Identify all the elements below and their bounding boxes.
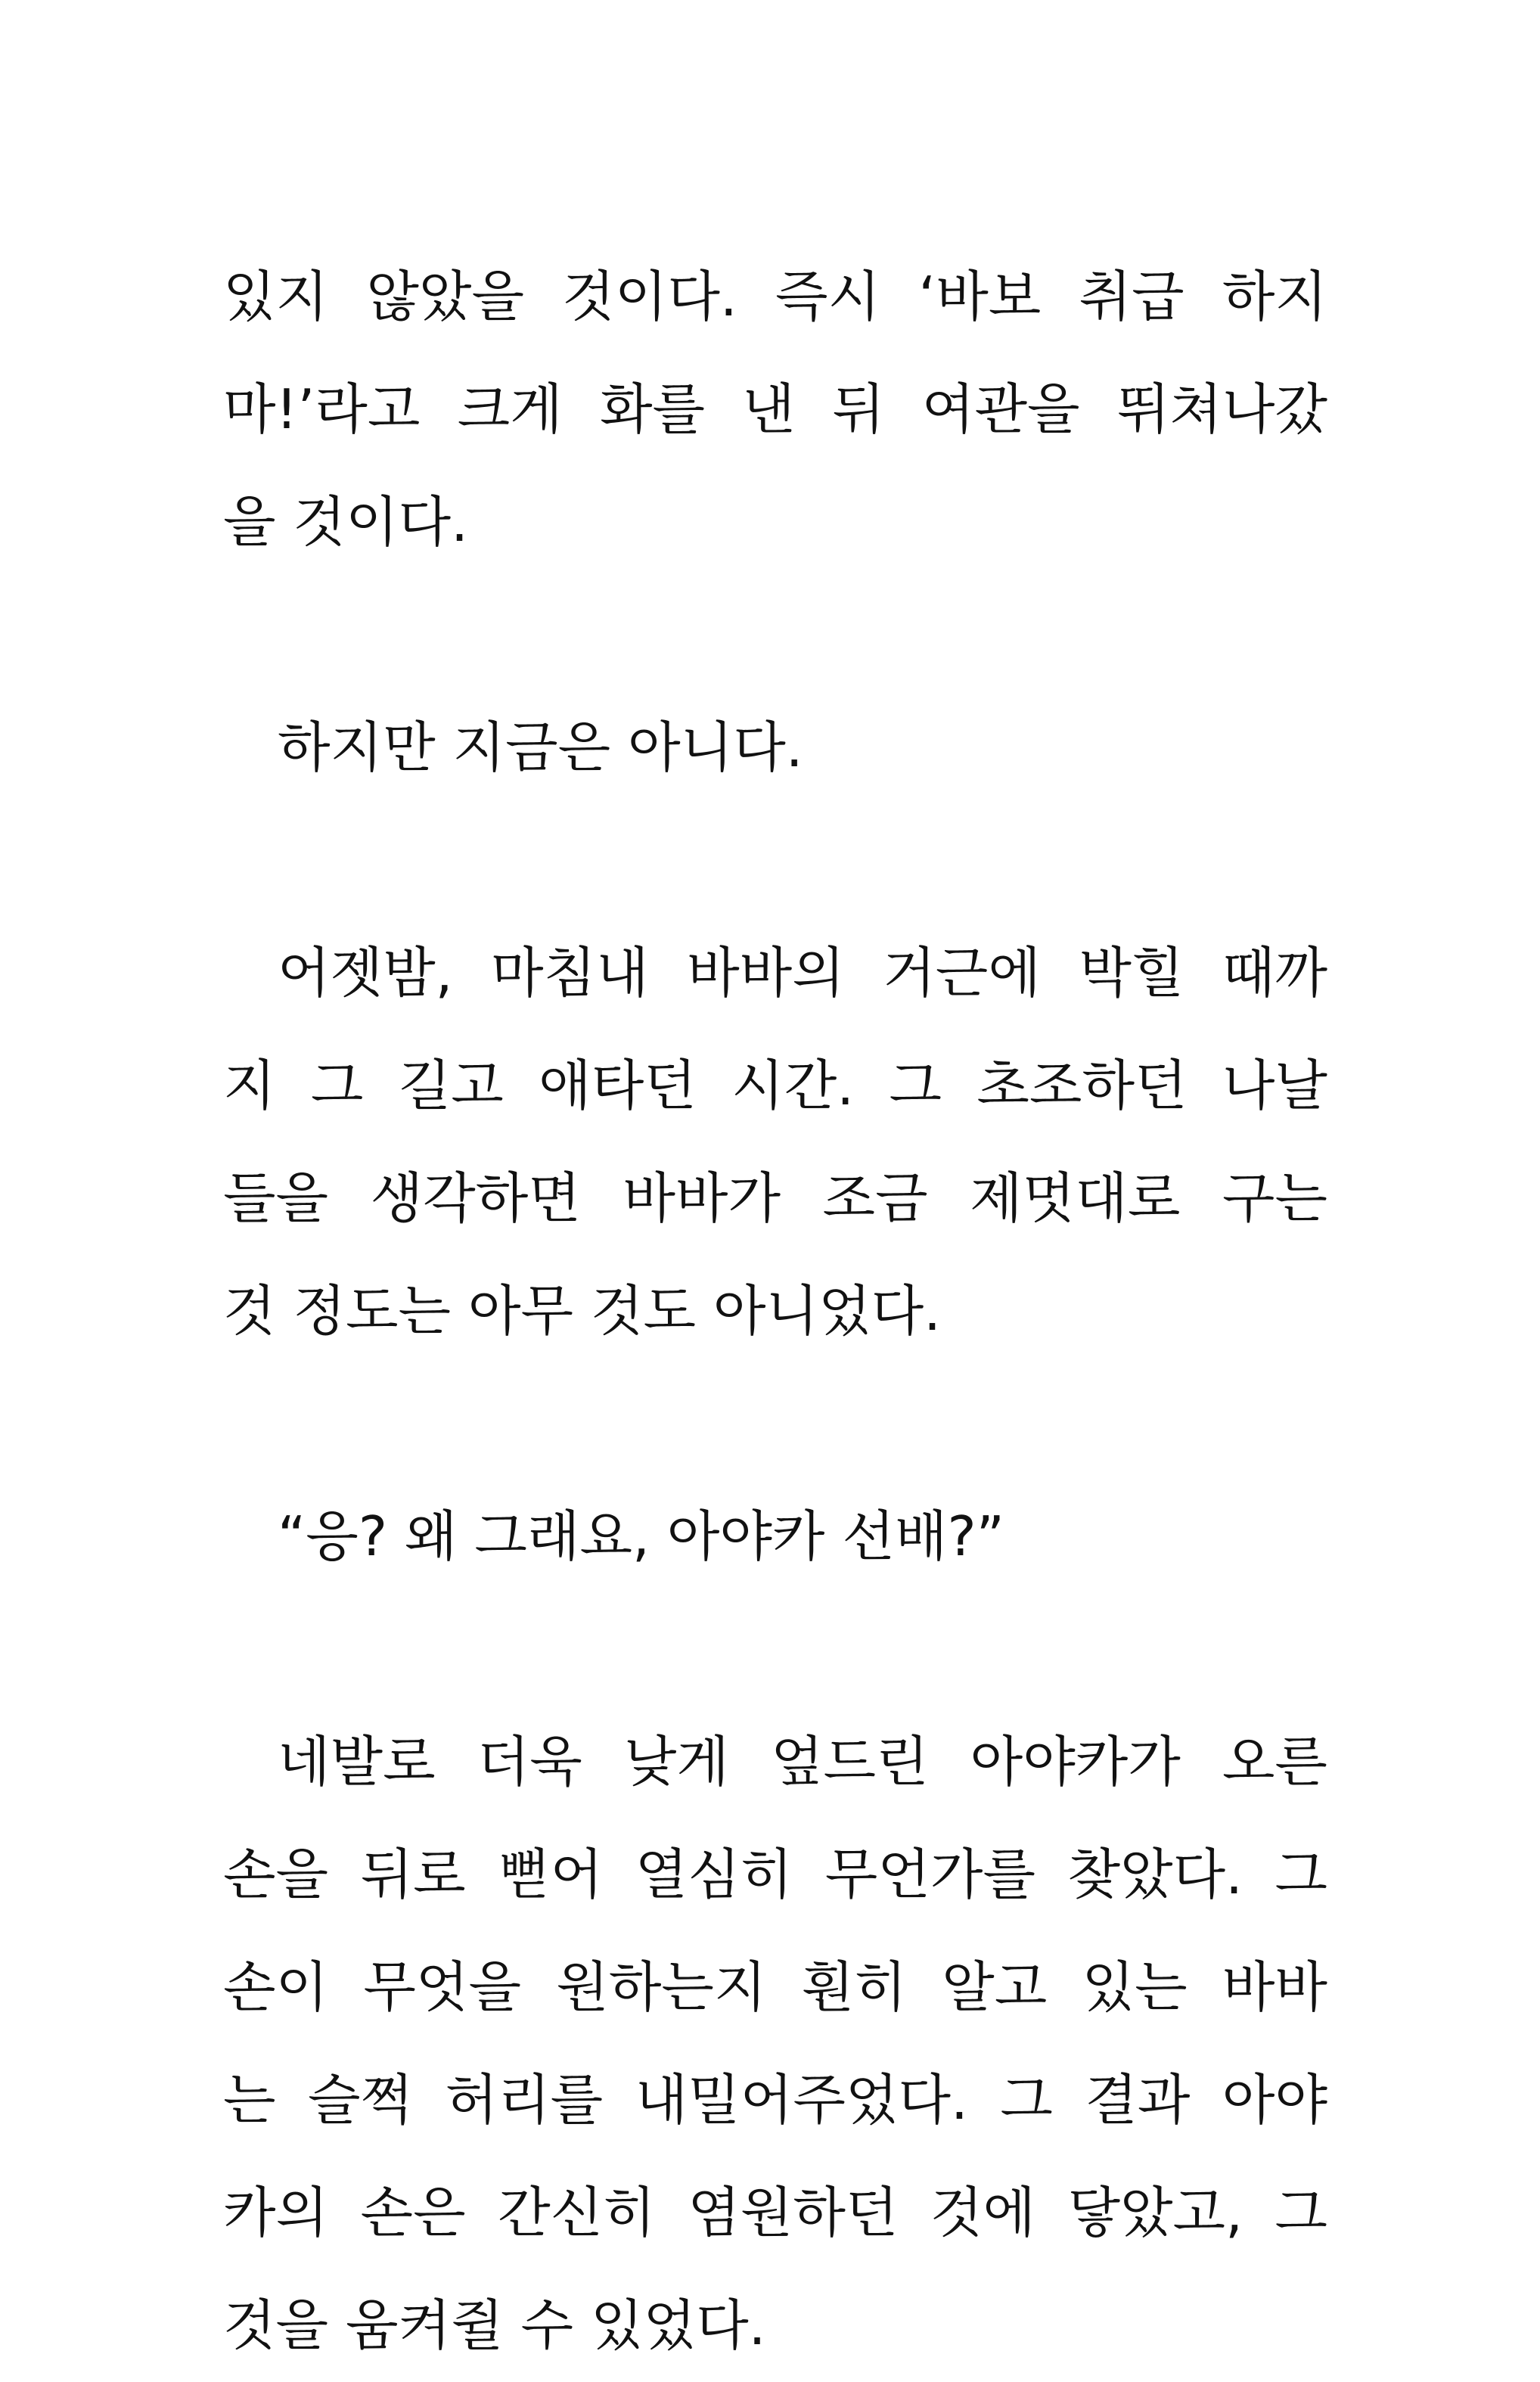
- paragraph-gap: [223, 804, 1327, 917]
- paragraph-gap: [223, 1593, 1327, 1706]
- text-line: 어젯밤, 마침내 바바의 거근에 박힐 때까: [278, 941, 1327, 1005]
- text-line: 카의 손은 간신히 염원하던 것에 닿았고, 그: [223, 2181, 1327, 2244]
- paragraph: [223, 1706, 1327, 2382]
- paragraph: [223, 691, 1327, 804]
- text-line: 손을 뒤로 뻗어 열심히 무언가를 찾았다. 그: [223, 1843, 1327, 1906]
- text-line: 을 것이다.: [223, 490, 468, 554]
- paragraph-gap: [223, 579, 1327, 691]
- text-line: 는 슬쩍 허리를 내밀어주었다. 그 결과 아야: [223, 2068, 1327, 2132]
- paragraph: [223, 917, 1327, 1368]
- text-line: 네발로 더욱 낮게 엎드린 아야카가 오른: [278, 1730, 1327, 1793]
- paragraph: [223, 1480, 1327, 1593]
- text-line: 들을 생각하면 바바가 조금 제멋대로 구는: [223, 1166, 1327, 1230]
- text-line: 것 정도는 아무 것도 아니었다.: [223, 1279, 942, 1343]
- text-line: 마!’라고 크게 화를 낸 뒤 여관을 뛰쳐나갔: [223, 377, 1327, 441]
- text-line: 지 그 길고 애타던 시간. 그 초조하던 나날: [223, 1054, 1327, 1117]
- paragraph: [223, 241, 1327, 579]
- paragraph-gap: [223, 1368, 1327, 1480]
- body-text: [223, 241, 1327, 2382]
- text-line: 있지 않았을 것이다. 즉시 ‘바보 취급 하지: [223, 265, 1327, 328]
- text-line: 손이 무엇을 원하는지 훤히 알고 있는 바바: [223, 1955, 1327, 2019]
- text-line: 하지만 지금은 아니다.: [278, 716, 803, 779]
- dialogue-line: “응? 왜 그래요, 아야카 선배?”: [278, 1505, 1004, 1568]
- text-line: 것을 움켜쥘 수 있었다.: [223, 2293, 766, 2357]
